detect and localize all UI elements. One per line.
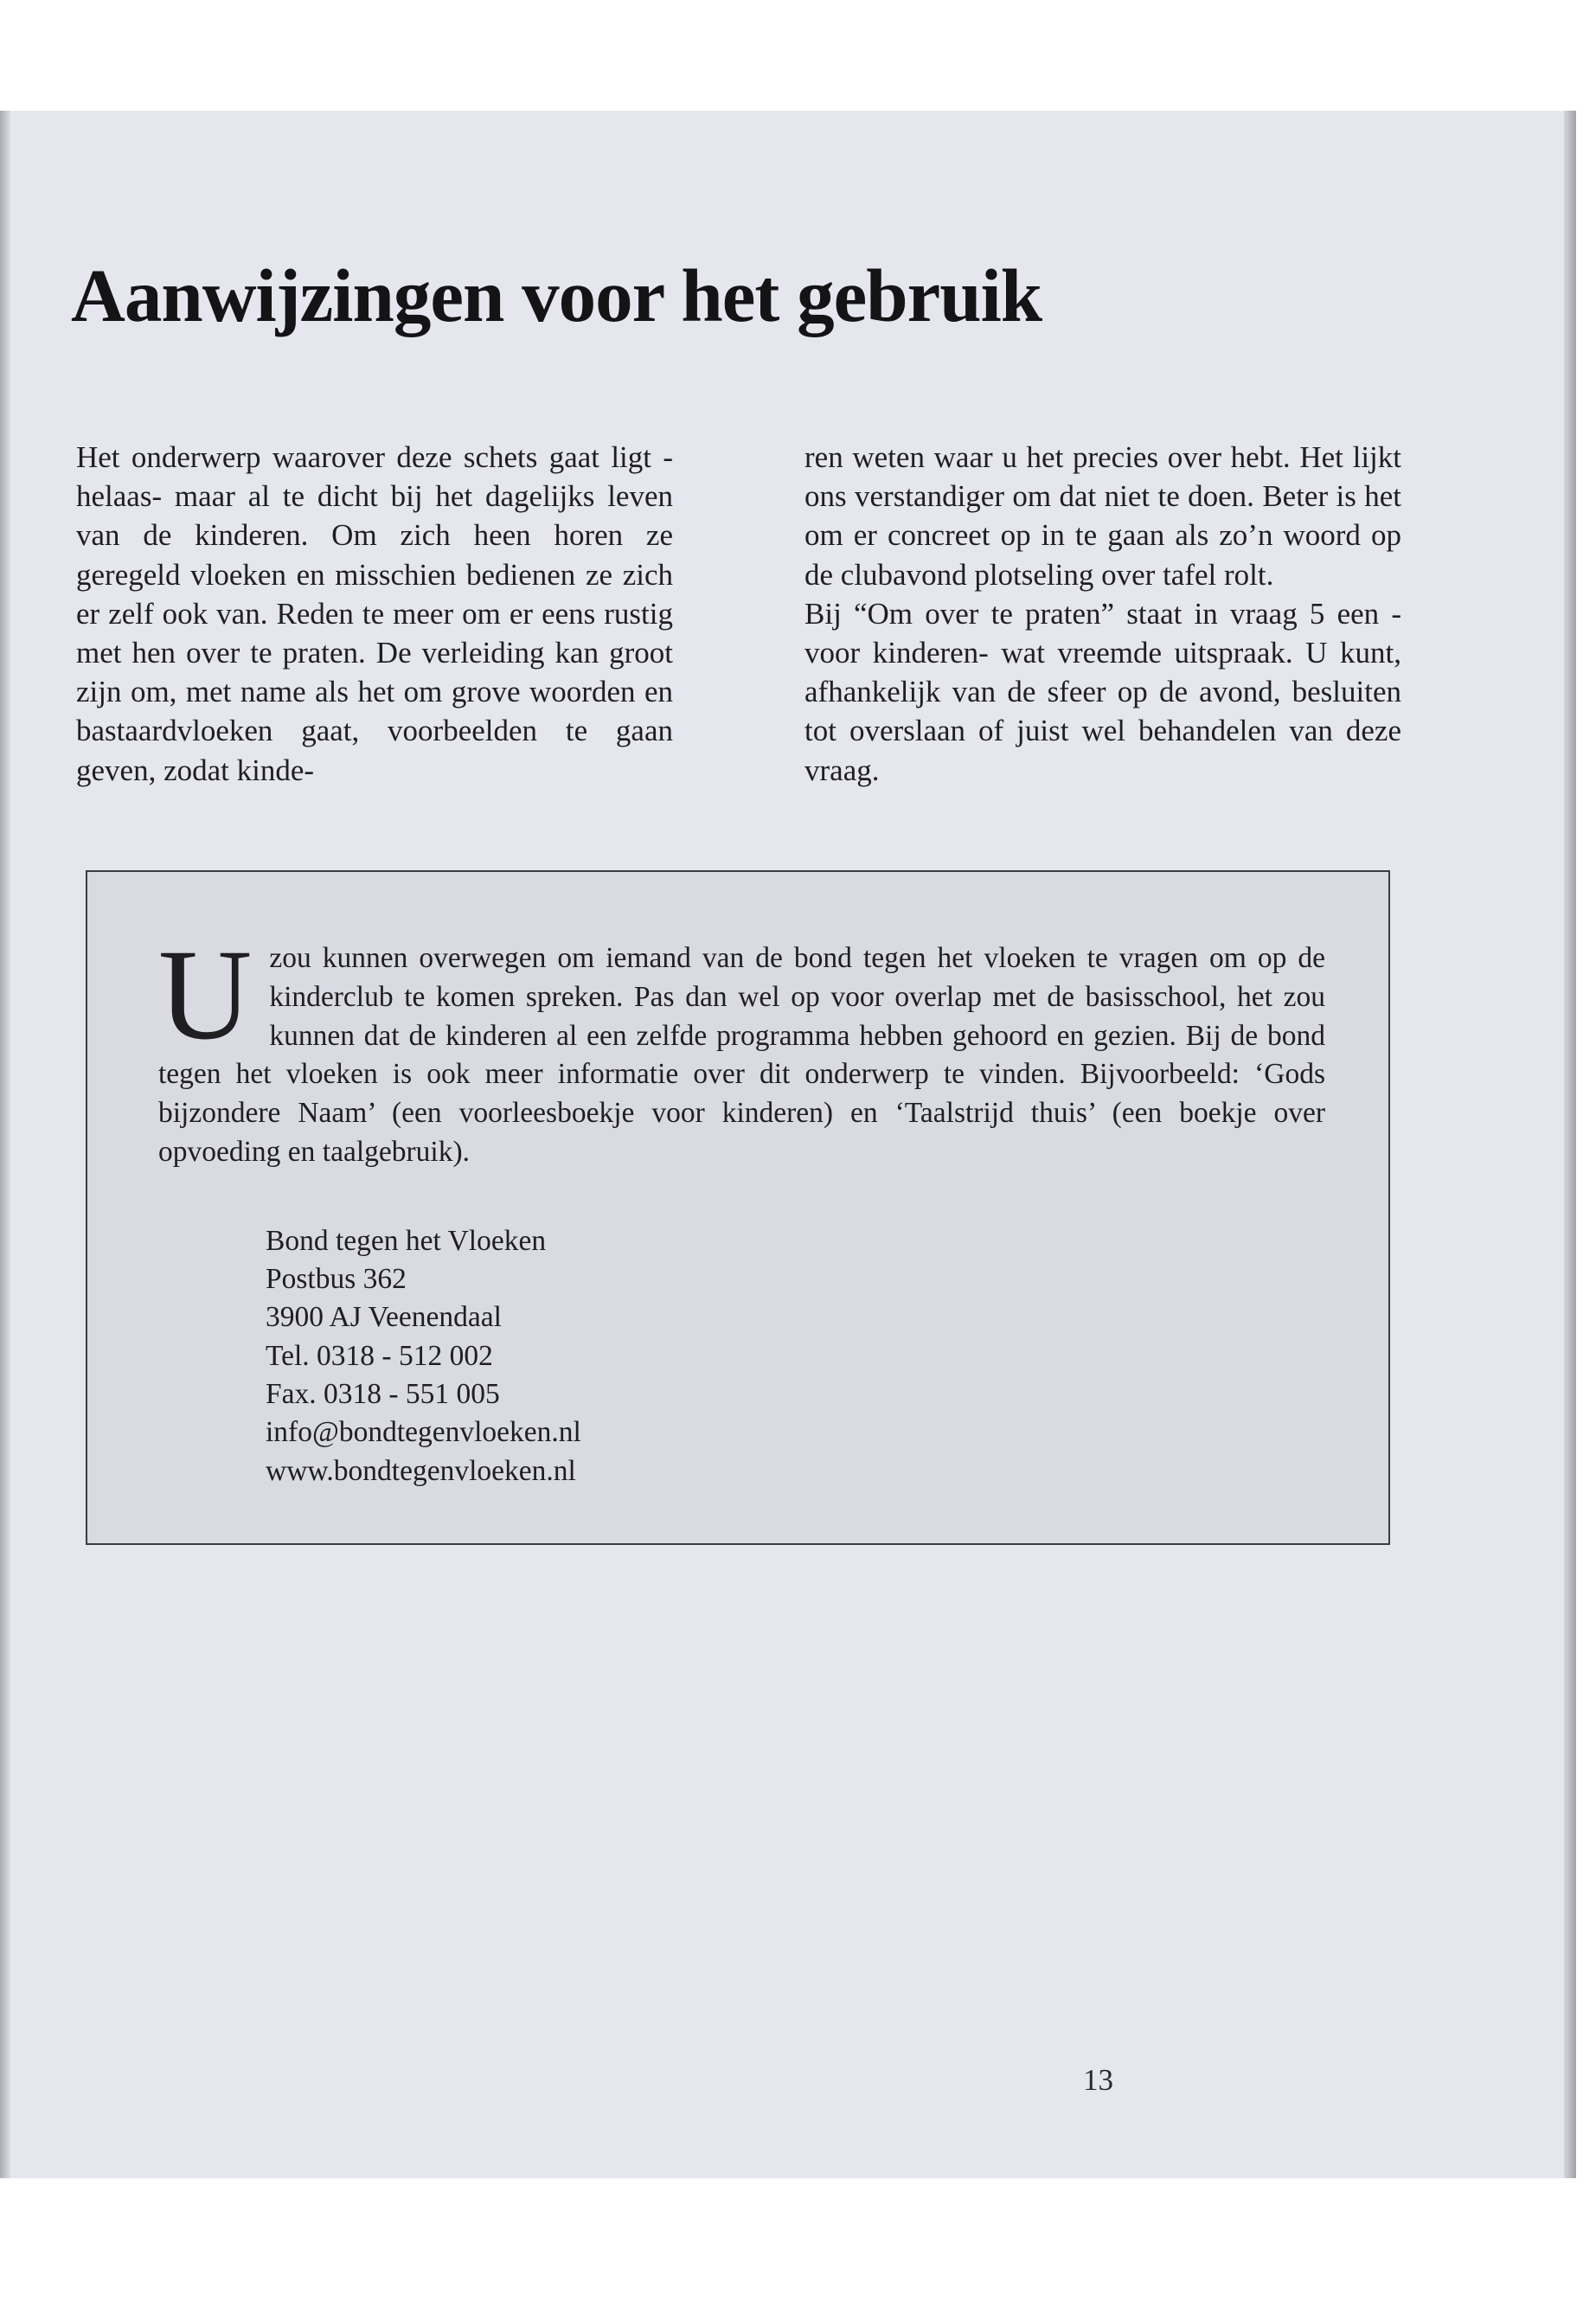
notice-dropcap: U	[158, 923, 253, 1067]
right-column	[804, 438, 1401, 790]
address-website: www.bondtegenvloeken.nl	[266, 1454, 576, 1487]
notice-paragraph	[158, 923, 1325, 1172]
address-tel: Tel. 0318 - 512 002	[266, 1339, 493, 1372]
address-city: 3900 AJ Veenendaal	[266, 1301, 502, 1334]
address-name: Bond tegen het Vloeken	[266, 1224, 547, 1257]
address-email: info@bondtegenvloeken.nl	[266, 1416, 581, 1449]
notice-text: zou kunnen overwegen om iemand van de bond tegen het vloeken te vragen om op de kinderclub te komen spreken. Pas dan wel op voor overlap met de basisschool, het zou kunnen dat de kinderen al een zelfde programma hebben gehoord en gezien. Bij de bond tegen het vloeken is ook meer informatie over dit onderwerp te vinden. Bijvoorbeeld: ‘Gods bijzondere Naam’ (een voorleesboekje voor kinderen) en ‘Taalstrijd thuis’ (een boekje over opvoeding en taalgebruik).	[158, 942, 1325, 1168]
notice-box	[86, 870, 1390, 1545]
page-edge-right	[1564, 111, 1576, 2178]
left-column	[76, 438, 673, 790]
left-column-text: Het onderwerp waarover deze schets gaat ligt -helaas- maar al te dicht bij het dagelijks leven van de kinderen. Om zich heen horen ze geregeld vloeken en misschien bedienen ze zich er zelf ook van. Reden te meer om er eens rustig met hen over te praten. De verleiding kan groot zijn om, met name als het om grove woorden en bastaardvloeken gaat, voorbeelden te gaan geven, zodat kinde-	[76, 440, 673, 787]
right-column-paragraph-1: ren weten waar u het precies over hebt. Het lijkt ons verstandiger om dat niet te doen. Beter is het om er concreet op in te gaan als zo’n woord op de clubavond plotseling over tafel rolt.	[804, 440, 1401, 592]
address-fax: Fax. 0318 - 551 005	[266, 1377, 500, 1410]
contact-address	[266, 1222, 1325, 1490]
page-heading: Aanwijzingen voor het gebruik	[71, 253, 1042, 337]
page-number: 13	[1083, 2063, 1113, 2097]
address-postbus: Postbus 362	[266, 1263, 407, 1296]
page-edge-left	[0, 111, 10, 2178]
right-column-paragraph-2: Bij “Om over te praten” staat in vraag 5 een -voor kinderen- wat vreemde uitspraak. U kunt, afhankelijk van de sfeer op de avond, besluiten tot overslaan of juist wel behandelen van deze vraag.	[804, 596, 1401, 787]
